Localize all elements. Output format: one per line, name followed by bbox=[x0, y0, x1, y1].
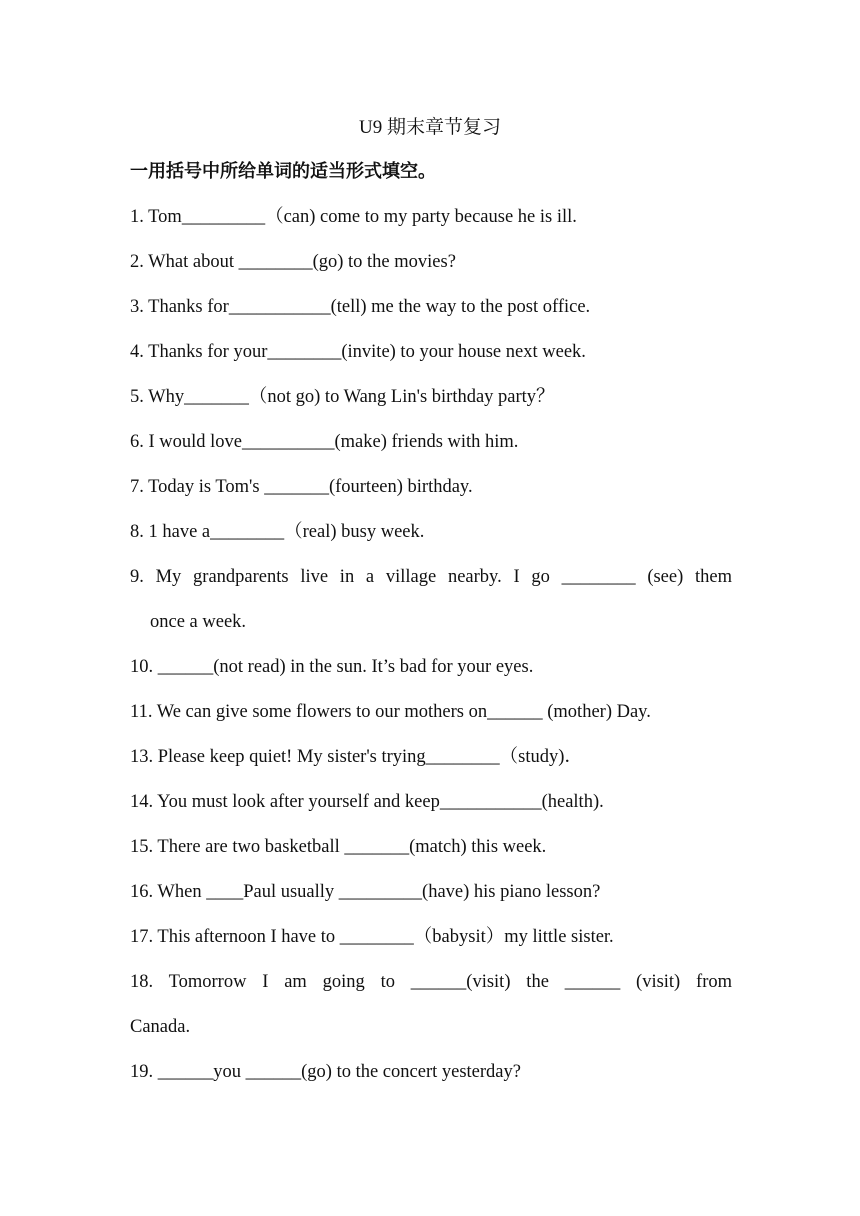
exercise-item-18: 18. Tomorrow I am going to ______(visit) the ______ (visit) from bbox=[130, 972, 732, 992]
exercise-item-15: 15. There are two basketball _______(match) this week. bbox=[130, 837, 547, 857]
exercise-item-11: 11. We can give some flowers to our mothers on______ (mother) Day. bbox=[130, 702, 651, 722]
exercise-item-6: 6. I would love__________(make) friends with him. bbox=[130, 432, 519, 452]
exercise-item-5: 5. Why_______（not go) to Wang Lin's birthday party？ bbox=[130, 387, 555, 407]
exercise-item-19: 19. ______you ______(go) to the concert yesterday? bbox=[130, 1062, 521, 1082]
exercise-item-7: 7. Today is Tom's _______(fourteen) birthday. bbox=[130, 477, 473, 497]
exercise-item-9: 9. My grandparents live in a village nearby. I go ________ (see) them bbox=[130, 567, 732, 587]
exercise-item-13: 13. Please keep quiet! My sister's trying________（study)． bbox=[130, 747, 583, 767]
exercise-item-4: 4. Thanks for your________(invite) to your house next week. bbox=[130, 342, 586, 362]
exercise-item-8: 8. 1 have a________（real) busy week. bbox=[130, 522, 425, 542]
exercise-item-3: 3. Thanks for___________(tell) me the way to the post office. bbox=[130, 297, 591, 317]
section-heading: 一用括号中所给单词的适当形式填空。 bbox=[130, 161, 436, 182]
page-title: U9 期末章节复习 bbox=[359, 117, 501, 138]
exercise-item-10: 10. ______(not read) in the sun. It’s bad for your eyes. bbox=[130, 657, 534, 677]
exercise-item-18-continued: Canada. bbox=[130, 1017, 191, 1037]
exercise-item-17: 17. This afternoon I have to ________（babysit）my little sister. bbox=[130, 927, 614, 947]
exercise-item-1: 1. Tom_________（can) come to my party because he is ill. bbox=[130, 207, 577, 227]
exercise-item-16: 16. When ____Paul usually _________(have) his piano lesson? bbox=[130, 882, 601, 902]
exercise-item-2: 2. What about ________(go) to the movies? bbox=[130, 252, 456, 272]
exercise-item-14: 14. You must look after yourself and keep___________(health). bbox=[130, 792, 604, 812]
exercise-item-9-continued: once a week. bbox=[150, 612, 247, 632]
